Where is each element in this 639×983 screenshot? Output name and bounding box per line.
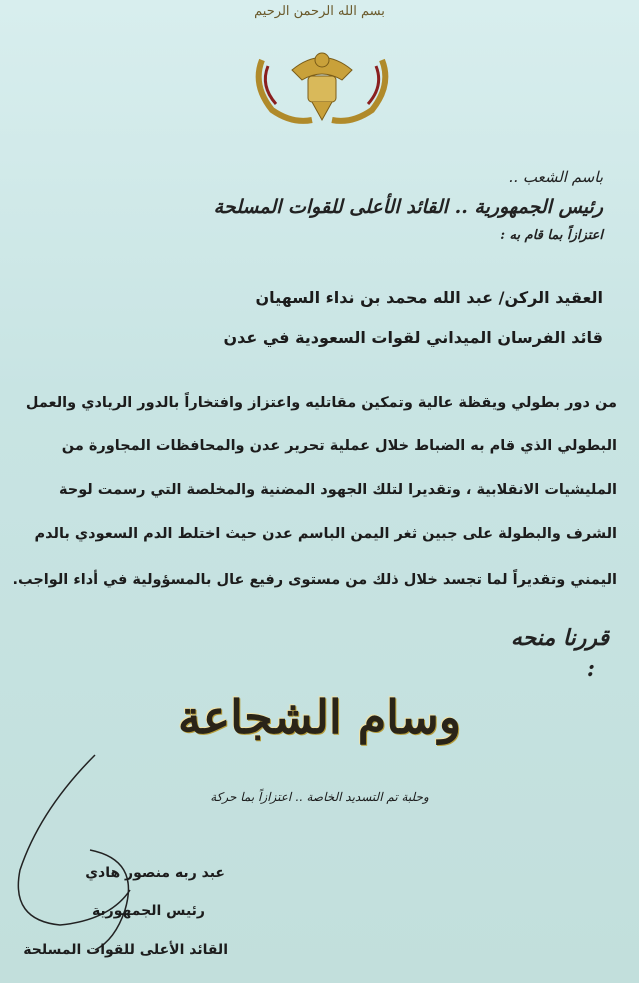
signatory-name: عبد ربه منصور هادي — [85, 865, 225, 881]
signatory-role: القائد الأعلى للقوات المسلحة — [23, 942, 228, 958]
body-line: اليمني وتقديراً لما تجسد خلال ذلك من مستوى رفيع عال بالمسؤولية في أداء الواجب. — [12, 572, 617, 588]
preamble-line-2: رئيس الجمهورية .. القائد الأعلى للقوات المسلحة — [213, 196, 603, 218]
body-line: من دور بطولي ويقظة عالية وتمكين مقاتليه واعتزاز وافتخاراً بالدور الريادي والعمل — [25, 395, 617, 411]
body-line: الشرف والبطولة على جبين ثغر اليمن الباسم عدن حيث اختلط الدم السعودي بالدم — [34, 526, 617, 542]
preamble-line-1: باسم الشعب .. — [508, 168, 603, 186]
body-line: البطولي الذي قام به الضباط خلال عملية تحرير عدن والمحافظات المجاورة من — [61, 438, 617, 454]
medal-title: وسام الشجاعة — [178, 690, 461, 744]
body-line: المليشيات الانقلابية ، وتقديرا لتلك الجهود المضنية والمخلصة التي رسمت لوحة — [58, 482, 617, 498]
recipient-title: قائد الفرسان الميداني لقوات السعودية في عدن — [223, 328, 603, 347]
yemen-emblem-icon — [242, 40, 402, 128]
basmala: بسم الله الرحمن الرحيم — [254, 4, 385, 19]
signatory-position: رئيس الجمهورية — [91, 903, 205, 919]
decision-label: قررنا منحه — [510, 625, 609, 651]
decision-colon: : — [586, 656, 595, 682]
medal-subtitle: وحلبة تم التسديد الخاصة .. اعتزازاً بما حركة — [210, 790, 429, 804]
preamble-line-3: اعتزازاً بما قام به : — [500, 228, 603, 243]
recipient-name: العقيد الركن/ عبد الله محمد بن نداء السهيان — [255, 288, 603, 307]
